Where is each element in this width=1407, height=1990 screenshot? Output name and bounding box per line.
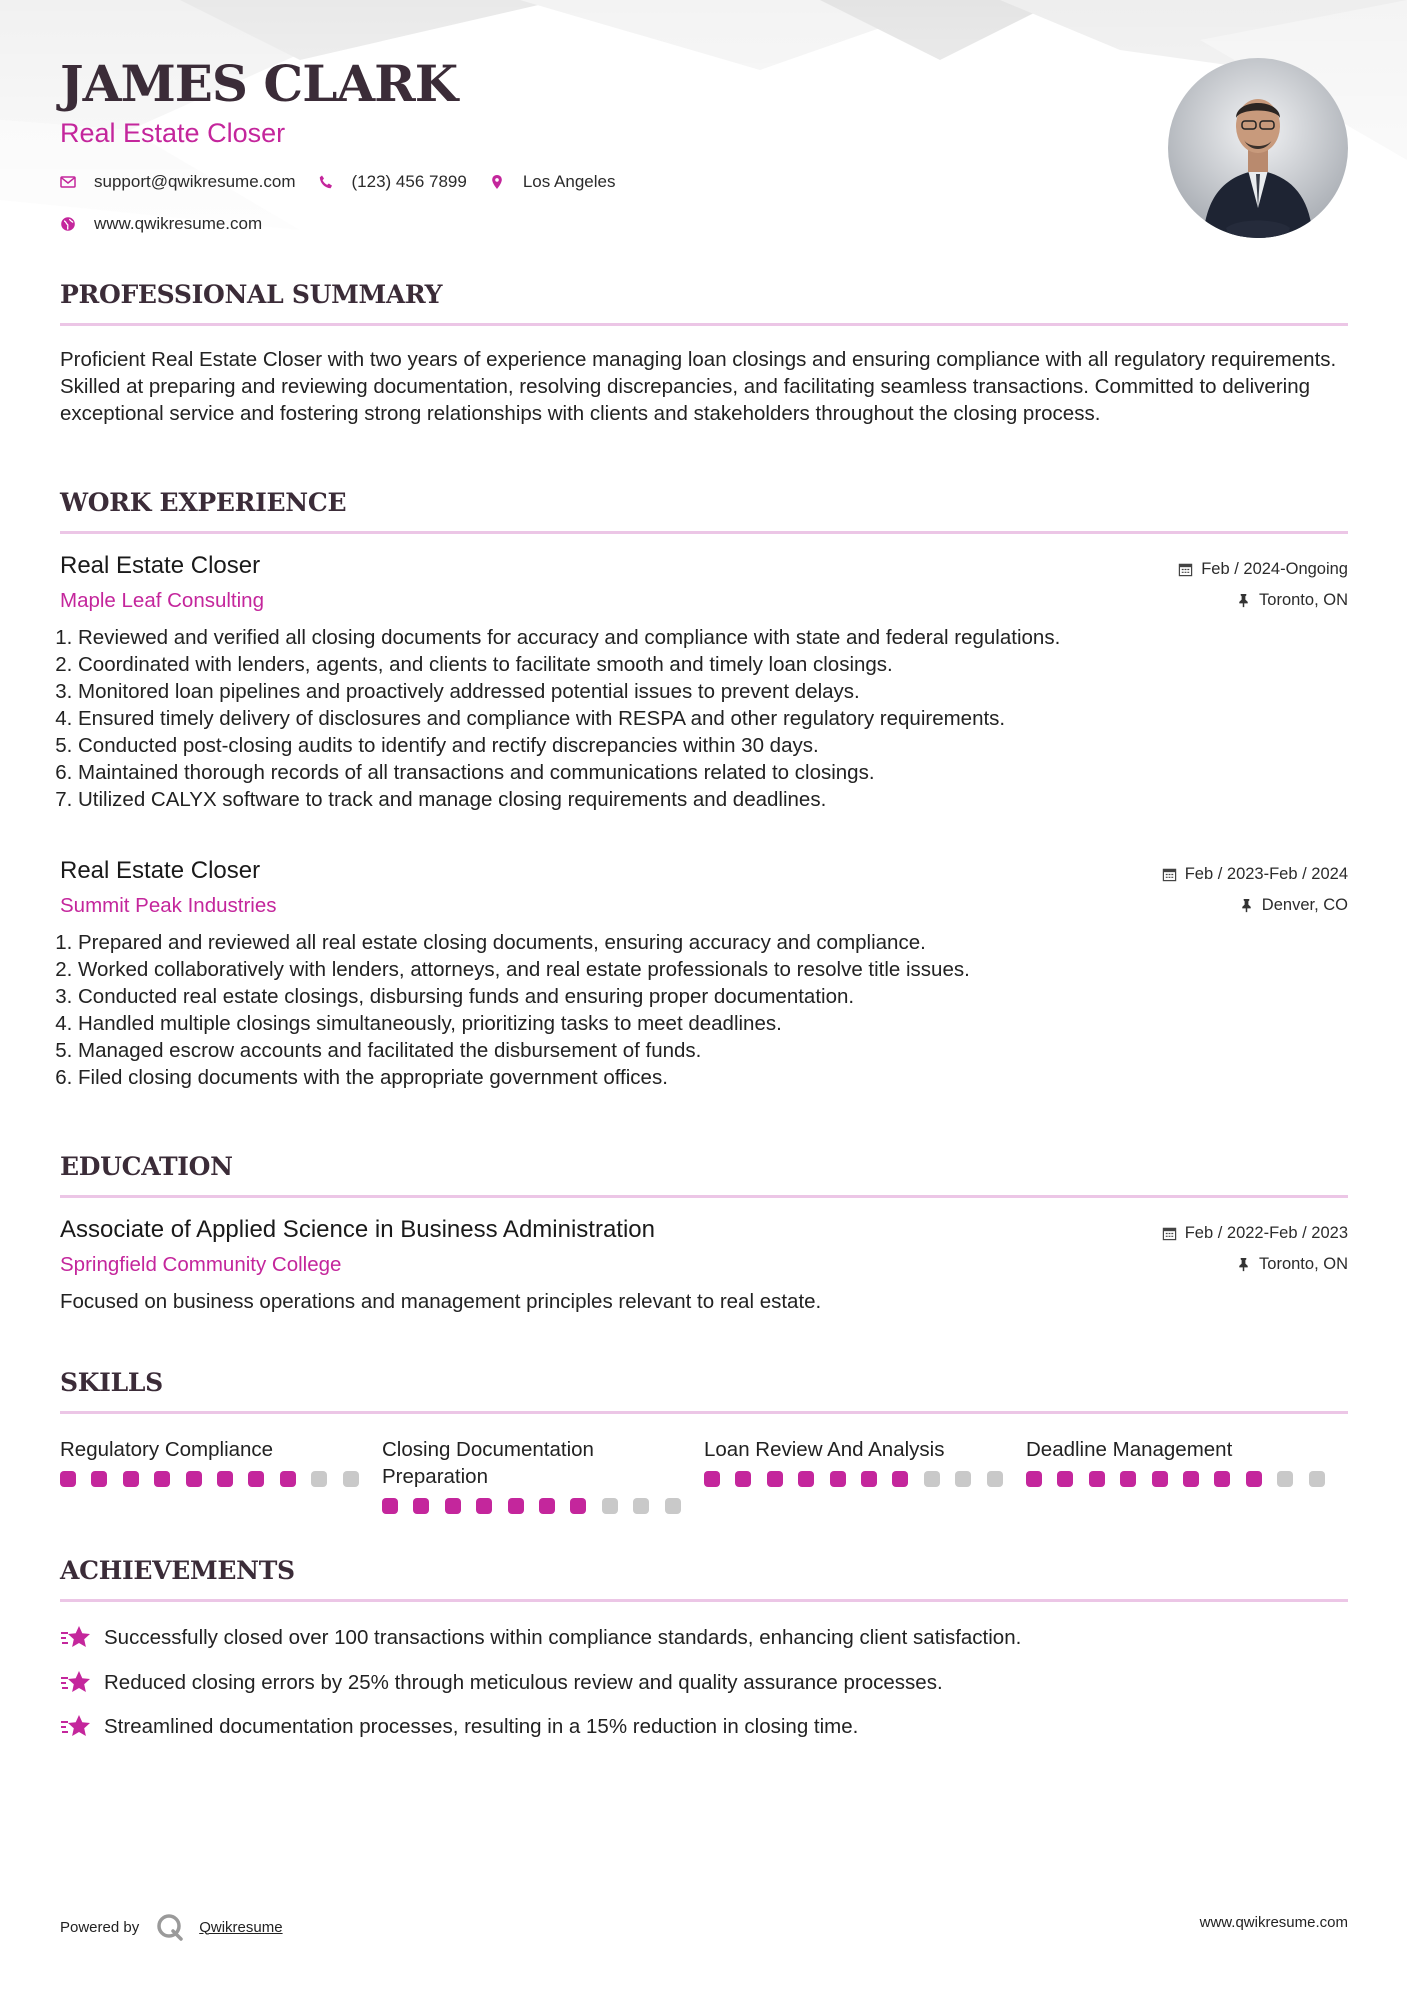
summary-divider: [60, 323, 1348, 326]
rating-dot-filled: [735, 1471, 751, 1487]
bullet-item: 1. Reviewed and verified all closing documents for accuracy and compliance with state and federal regulations.: [78, 624, 1348, 651]
rating-dot-empty: [311, 1471, 327, 1487]
job-location: [1239, 896, 1348, 915]
star-icon: [60, 1669, 92, 1697]
skill-item: [704, 1436, 1026, 1514]
rating-dot-empty: [1277, 1471, 1293, 1487]
education-header: [60, 1216, 1348, 1288]
rating-dot-filled: [60, 1471, 76, 1487]
rating-dot-filled: [1120, 1471, 1136, 1487]
bullet-item: 3. Monitored loan pipelines and proactively addressed potential issues to prevent delays.: [78, 678, 1348, 705]
achievement-text: Successfully closed over 100 transactions within compliance standards, enhancing client satisfaction.: [104, 1626, 1022, 1650]
rating-dot-filled: [1183, 1471, 1199, 1487]
rating-dot-filled: [570, 1498, 586, 1514]
education-description: Focused on business operations and management principles relevant to real estate.: [60, 1290, 822, 1313]
rating-dot-filled: [798, 1471, 814, 1487]
job-dates: [1178, 560, 1348, 579]
bullet-item: 6. Filed closing documents with the appropriate government offices.: [78, 1064, 1348, 1091]
rating-dot-filled: [1089, 1471, 1105, 1487]
achievement-item: [60, 1705, 1348, 1750]
contact-phone[interactable]: [318, 172, 467, 192]
star-icon: [60, 1624, 92, 1652]
location-text: Los Angeles: [522, 172, 616, 191]
skill-name: Loan Review And Analysis: [704, 1438, 945, 1461]
rating-dot-filled: [1057, 1471, 1073, 1487]
education-location-text: Toronto, ON: [1259, 1255, 1348, 1273]
skills-divider: [60, 1411, 1348, 1414]
bullet-item: 5. Conducted post-closing audits to identify and rectify discrepancies within 30 days.: [78, 732, 1348, 759]
footer-url[interactable]: www.qwikresume.com: [1199, 1914, 1348, 1931]
rating-dot-empty: [602, 1498, 618, 1514]
pushpin-icon: [1236, 593, 1251, 608]
education-location: [1236, 1255, 1348, 1274]
skills-section: [60, 1368, 1348, 1514]
qwikresume-link[interactable]: Qwikresume: [199, 1918, 283, 1936]
summary-section: [60, 280, 1348, 427]
skill-rating: [382, 1498, 704, 1514]
achievements-section: [60, 1556, 1348, 1750]
website-text: www.qwikresume.com: [94, 214, 263, 233]
contact-email[interactable]: [60, 172, 296, 192]
email-text: support@qwikresume.com: [94, 172, 296, 191]
skill-item: [60, 1436, 382, 1514]
achievements-divider: [60, 1599, 1348, 1602]
contact-location: [489, 172, 616, 192]
powered-by: [60, 1912, 283, 1942]
contact-row-primary: [60, 172, 637, 192]
skills-grid: [60, 1436, 1348, 1514]
rating-dot-empty: [987, 1471, 1003, 1487]
phone-text: (123) 456 7899: [351, 172, 467, 191]
rating-dot-filled: [382, 1498, 398, 1514]
job-entry: [60, 552, 1348, 813]
rating-dot-filled: [248, 1471, 264, 1487]
bullet-item: 5. Managed escrow accounts and facilitated the disbursement of funds.: [78, 1037, 1348, 1064]
envelope-icon: [60, 174, 76, 190]
rating-dot-filled: [508, 1498, 524, 1514]
experience-divider: [60, 531, 1348, 534]
rating-dot-filled: [280, 1471, 296, 1487]
rating-dot-empty: [343, 1471, 359, 1487]
job-entry: [60, 857, 1348, 1091]
job-bullets: [60, 929, 1348, 1091]
calendar-icon: [1162, 1226, 1177, 1241]
skills-heading: SKILLS: [60, 1368, 163, 1397]
calendar-icon: [1178, 562, 1193, 577]
bullet-item: 4. Handled multiple closings simultaneously, prioritizing tasks to meet deadlines.: [78, 1010, 1348, 1037]
bullet-item: 4. Ensured timely delivery of disclosures and compliance with RESPA and other regulatory requirements.: [78, 705, 1348, 732]
education-school: Springfield Community College: [60, 1253, 342, 1276]
bullet-item: 2. Worked collaboratively with lenders, attorneys, and real estate professionals to resolve title issues.: [78, 956, 1348, 983]
job-dates: [1162, 865, 1348, 884]
job-location: [1236, 591, 1348, 610]
star-icon: [60, 1713, 92, 1741]
job-company: Maple Leaf Consulting: [60, 589, 264, 612]
summary-text: Proficient Real Estate Closer with two years of experience managing loan closings and ensuring compliance with all regulatory requirements. Skilled at preparing and reviewing documentation, resolving discrepancies, and facilitating seamless transactions. Committed to delivering exceptional service and fostering strong relationships with clients and stakeholders throughout the closing process.: [60, 348, 1337, 425]
calendar-icon: [1162, 867, 1177, 882]
rating-dot-filled: [830, 1471, 846, 1487]
skill-rating: [1026, 1471, 1348, 1487]
candidate-name: JAMES CLARK: [60, 54, 458, 113]
contact-website[interactable]: [60, 214, 262, 234]
rating-dot-filled: [1026, 1471, 1042, 1487]
footer: [60, 1900, 1348, 1940]
globe-icon: [60, 216, 76, 232]
job-bullets: [60, 624, 1348, 813]
skill-rating: [704, 1471, 1026, 1487]
map-pin-icon: [489, 174, 505, 190]
rating-dot-filled: [1214, 1471, 1230, 1487]
skill-item: [382, 1436, 704, 1514]
skill-name: Closing Documentation Preparation: [382, 1438, 594, 1488]
education-divider: [60, 1195, 1348, 1198]
job-company: Summit Peak Industries: [60, 894, 277, 917]
achievement-text: Streamlined documentation processes, resulting in a 15% reduction in closing time.: [104, 1715, 859, 1739]
bullet-item: 6. Maintained thorough records of all transactions and communications related to closings.: [78, 759, 1348, 786]
education-degree: Associate of Applied Science in Business Administration: [60, 1216, 655, 1243]
job-dates-text: Feb / 2023-Feb / 2024: [1184, 865, 1348, 883]
skill-name: Deadline Management: [1026, 1438, 1233, 1461]
rating-dot-empty: [924, 1471, 940, 1487]
rating-dot-filled: [1246, 1471, 1262, 1487]
rating-dot-filled: [445, 1498, 461, 1514]
job-role: Real Estate Closer: [60, 552, 261, 579]
profile-photo-illustration: [1168, 58, 1348, 238]
job-location-text: Denver, CO: [1261, 896, 1348, 914]
rating-dot-filled: [476, 1498, 492, 1514]
bullet-item: 7. Utilized CALYX software to track and manage closing requirements and deadlines.: [78, 786, 1348, 813]
rating-dot-empty: [955, 1471, 971, 1487]
rating-dot-empty: [665, 1498, 681, 1514]
rating-dot-filled: [1152, 1471, 1168, 1487]
rating-dot-filled: [892, 1471, 908, 1487]
rating-dot-filled: [91, 1471, 107, 1487]
bullet-item: 2. Coordinated with lenders, agents, and clients to facilitate smooth and timely loan closings.: [78, 651, 1348, 678]
experience-section: [60, 488, 1348, 1091]
achievement-item: [60, 1661, 1348, 1706]
pushpin-icon: [1236, 1257, 1251, 1272]
education-heading: EDUCATION: [60, 1152, 233, 1181]
pushpin-icon: [1239, 898, 1254, 913]
experience-heading: WORK EXPERIENCE: [60, 488, 347, 517]
achievements-list: [60, 1616, 1348, 1750]
skill-rating: [60, 1471, 382, 1487]
skill-name: Regulatory Compliance: [60, 1438, 274, 1461]
education-dates: [1162, 1224, 1348, 1243]
rating-dot-filled: [154, 1471, 170, 1487]
achievement-text: Reduced closing errors by 25% through meticulous review and quality assurance processes.: [104, 1670, 943, 1694]
rating-dot-filled: [413, 1498, 429, 1514]
achievements-heading: ACHIEVEMENTS: [60, 1556, 295, 1585]
rating-dot-empty: [1309, 1471, 1325, 1487]
job-header: [60, 552, 1348, 624]
job-role: Real Estate Closer: [60, 857, 261, 884]
candidate-title: Real Estate Closer: [60, 118, 286, 148]
phone-icon: [318, 174, 334, 190]
rating-dot-filled: [767, 1471, 783, 1487]
rating-dot-filled: [861, 1471, 877, 1487]
rating-dot-empty: [633, 1498, 649, 1514]
education-entry: [60, 1216, 1348, 1315]
rating-dot-filled: [539, 1498, 555, 1514]
rating-dot-filled: [186, 1471, 202, 1487]
bullet-item: 1. Prepared and reviewed all real estate closing documents, ensuring accuracy and compliance.: [78, 929, 1348, 956]
job-dates-text: Feb / 2024-Ongoing: [1201, 560, 1348, 578]
achievement-item: [60, 1616, 1348, 1661]
rating-dot-filled: [123, 1471, 139, 1487]
job-location-text: Toronto, ON: [1259, 591, 1348, 609]
powered-by-label: Powered by: [60, 1918, 140, 1936]
education-section: [60, 1152, 1348, 1315]
rating-dot-filled: [704, 1471, 720, 1487]
job-header: [60, 857, 1348, 929]
rating-dot-filled: [217, 1471, 233, 1487]
contact-row-secondary: [60, 214, 284, 234]
bullet-item: 3. Conducted real estate closings, disbursing funds and ensuring proper documentation.: [78, 983, 1348, 1010]
profile-photo: [1168, 58, 1348, 238]
qwikresume-logo-icon: [155, 1912, 185, 1942]
skill-item: [1026, 1436, 1348, 1514]
summary-heading: PROFESSIONAL SUMMARY: [60, 280, 443, 309]
education-dates-text: Feb / 2022-Feb / 2023: [1184, 1224, 1348, 1242]
